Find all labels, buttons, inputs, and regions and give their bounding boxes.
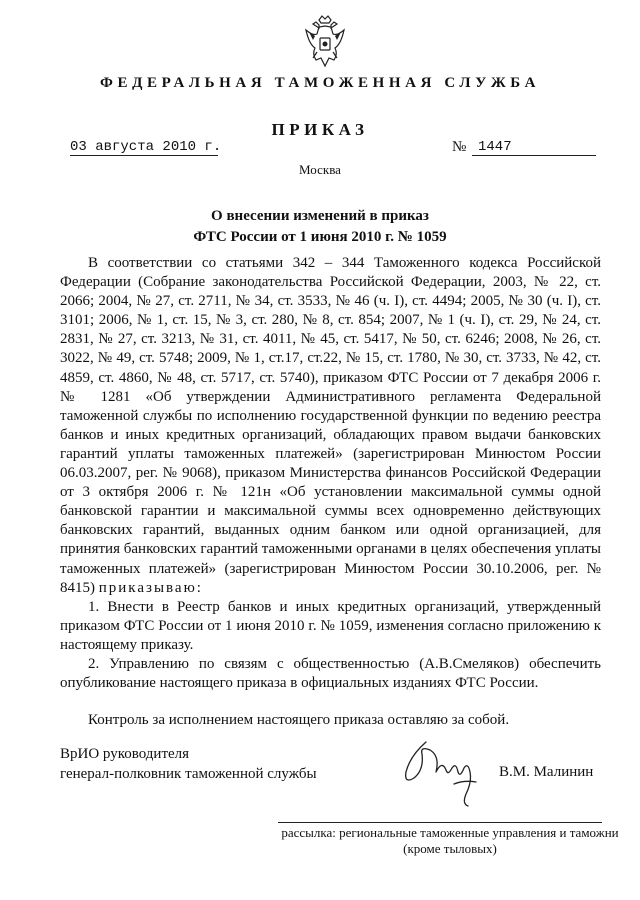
subject-line-1: О внесении изменений в приказ <box>211 208 429 224</box>
order-subject <box>0 206 640 248</box>
distribution-note <box>280 825 620 857</box>
order-date: 03 августа 2010 г. <box>70 139 222 155</box>
signatory-position-line-2: генерал-полковник таможенной службы <box>60 766 317 782</box>
handwritten-signature <box>396 732 496 812</box>
city-label: Москва <box>299 162 341 177</box>
order-item-1: 1. Внести в Реестр банков и иных кредитных организаций, утвержденный приказом ФТС России от 1 июня 2010 г. № 1059, изменения согласно приложению к настоящему приказу. <box>60 598 601 653</box>
signatory-position-line-1: ВрИО руководителя <box>60 746 190 762</box>
coat-of-arms-emblem-icon <box>303 14 347 70</box>
order-body <box>60 254 601 730</box>
preamble-text: В соответствии со статьями 342 – 344 Таможенного кодекса Российской Федерации (Собрание законодательства Российской Федерации, 2003, № 22, ст. 2066; 2004, № 27, ст. 2711, № 34, ст. 3533, № 46 (ч. I), ст. 4494; 2005, № 30 (ч. I), ст. 3101; 2006, № 1, ст. 15, № 3, ст. 280, № 8, ст. 854; 2007, № 1 (ч. I), ст. 29, № 24, ст. 2831, № 27, ст. 3213, № 31, ст. 4011, № 45, ст. 5417, № 50, ст. 6246; 2008, № 26, ст. 3022, № 49, ст. 5748; 2009, № 1, ст.17, ст.22, № 15, ст. 1780, № 30, ст. 3733, № 42, ст. 4859, ст. 4860, № 48, ст. 5717, ст. 5740), приказом ФТС России от 7 декабря 2006 г. № 1281 «Об утверждении Административного регламента Федеральной таможенной службы по исполнению государственной функции по ведению реестра банков и иных кредитных организаций, обладающих правом выдачи банковских гарантий уплаты таможенных платежей» (зарегистрирован Минюстом России 06.03.2007, рег. № 9068), приказом Министерства финансов Российской Федерации от 3 октября 2006 г. № 121н «Об установлении максимальной суммы одной банковской гарантии и максимальной суммы всех одновременно действующих банковских гарантий, выданных одним банком или одной организацией, для принятия банковских гарантий таможенными органами в целях обеспечения уплаты таможенных платежей» (зарегистрирован Минюстом России 30.10.2006, рег. № 8415) <box>60 255 601 596</box>
subject-line-2: ФТС России от 1 июня 2010 г. № 1059 <box>193 229 447 245</box>
number-sign: № <box>452 139 467 155</box>
signatory-name: В.М. Малинин <box>499 764 594 780</box>
distribution-line-1: рассылка: региональные таможенные управления и таможни <box>281 825 619 840</box>
agency-title: ФЕДЕРАЛЬНАЯ ТАМОЖЕННАЯ СЛУЖБА <box>99 75 541 91</box>
distribution-line-2: (кроме тыловых) <box>403 841 497 856</box>
order-item-2: 2. Управлению по связям с общественностью (А.В.Смеляков) обеспечить опубликование настоящего приказа в официальных изданиях ФТС России. <box>60 655 601 692</box>
control-paragraph: Контроль за исполнением настоящего приказа оставляю за собой. <box>88 712 510 729</box>
preamble-paragraph <box>60 254 601 598</box>
order-number: 1447 <box>472 139 596 156</box>
distribution-divider <box>278 822 602 823</box>
signatory-position <box>60 744 317 784</box>
document-type-title: ПРИКАЗ <box>271 120 369 139</box>
order-word: приказываю: <box>98 579 203 596</box>
